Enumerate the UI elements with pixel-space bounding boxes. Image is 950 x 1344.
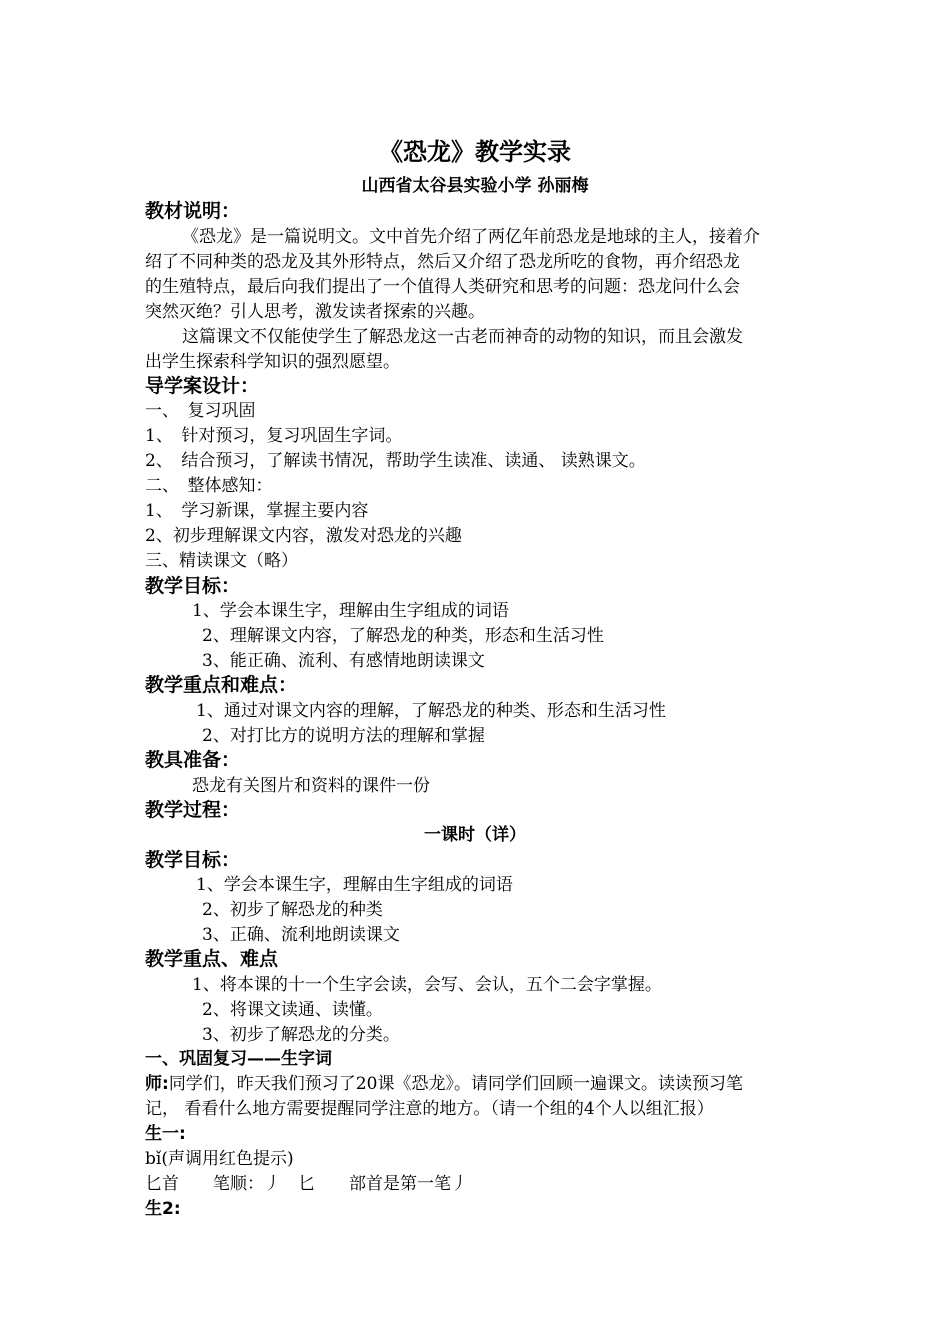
design-item: 三、精读课文（略）	[145, 551, 298, 571]
student-1-label: 生一:	[145, 1124, 186, 1144]
key-item: 1、通过对课文内容的理解，了解恐龙的种类、形态和生活习性	[196, 701, 666, 721]
heading-review: 一、巩固复习——生字词	[145, 1049, 332, 1069]
goal-item: 2、初步了解恐龙的种类	[202, 900, 383, 920]
author-line: 山西省太谷县实验小学 孙丽梅	[361, 176, 589, 196]
paragraph-line: 出学生探索科学知识的强烈愿望。	[145, 352, 400, 372]
design-item: 1、 针对预习，复习巩固生字词。	[145, 426, 403, 446]
document-title: 《恐龙》教学实录	[379, 138, 571, 166]
heading-material: 教材说明：	[145, 200, 241, 222]
heading-design: 导学案设计：	[145, 375, 260, 397]
goal-item: 1、学会本课生字，理解由生字组成的词语	[196, 875, 513, 895]
design-item: 2、初步理解课文内容，激发对恐龙的兴趣	[145, 526, 462, 546]
tools-text: 恐龙有关图片和资料的课件一份	[192, 776, 430, 796]
key-item: 2、对打比方的说明方法的理解和掌握	[202, 726, 485, 746]
paragraph-line: 这篇课文不仅能使学生了解恐龙这一古老而神奇的动物的知识，而且会激发	[182, 327, 743, 347]
goal-item: 2、理解课文内容，了解恐龙的种类，形态和生活习性	[202, 626, 604, 646]
heading-goals: 教学目标：	[145, 575, 241, 597]
heading-process: 教学过程：	[145, 799, 241, 821]
heading-key-points: 教学重点和难点：	[145, 674, 298, 696]
teacher-line: 记， 看看什么地方需要提醒同学注意的地方。（请一个组的4个人以组汇报）	[145, 1099, 714, 1119]
goal-item: 3、能正确、流利、有感情地朗读课文	[202, 651, 485, 671]
teacher-label: 师:	[145, 1074, 169, 1094]
heading-goals-2: 教学目标：	[145, 849, 241, 871]
design-item: 一、 复习巩固	[145, 401, 256, 421]
design-item: 2、 结合预习，了解读书情况，帮助学生读准、读通、 读熟课文。	[145, 451, 646, 471]
key-item: 2、将课文读通、读懂。	[202, 1000, 383, 1020]
paragraph-line: 绍了不同种类的恐龙及其外形特点，然后又介绍了恐龙所吃的食物，再介绍恐龙	[145, 252, 740, 272]
student-2-label: 生2:	[145, 1199, 181, 1219]
pinyin-line: bǐ(声调用红色提示)	[145, 1149, 294, 1169]
heading-tools: 教具准备：	[145, 749, 241, 771]
paragraph-line: 的生殖特点，最后向我们提出了一个值得人类研究和思考的问题：恐龙问什么会	[145, 277, 740, 297]
heading-key-points-2: 教学重点、难点	[145, 948, 279, 970]
paragraph-line: 突然灭绝？引人思考，激发读者探索的兴趣。	[145, 302, 485, 322]
goal-item: 3、正确、流利地朗读课文	[202, 925, 400, 945]
lesson-label: 一课时（详）	[424, 825, 526, 845]
goal-item: 1、学会本课生字，理解由生字组成的词语	[192, 601, 509, 621]
paragraph-line: 《恐龙》是一篇说明文。文中首先介绍了两亿年前恐龙是地球的主人，接着介	[182, 227, 760, 247]
strokes-line: 匕首 笔顺：丿 匕 部首是第一笔丿	[145, 1174, 468, 1194]
teacher-line	[145, 1072, 743, 1096]
teacher-text: 同学们，昨天我们预习了20课《恐龙》。请同学们回顾一遍课文。读读预习笔	[168, 1074, 743, 1094]
design-item: 二、 整体感知：	[145, 476, 273, 496]
design-item: 1、 学习新课，掌握主要内容	[145, 501, 369, 521]
key-item: 3、初步了解恐龙的分类。	[202, 1025, 400, 1045]
key-item: 1、将本课的十一个生字会读，会写、会认，五个二会字掌握。	[192, 975, 662, 995]
